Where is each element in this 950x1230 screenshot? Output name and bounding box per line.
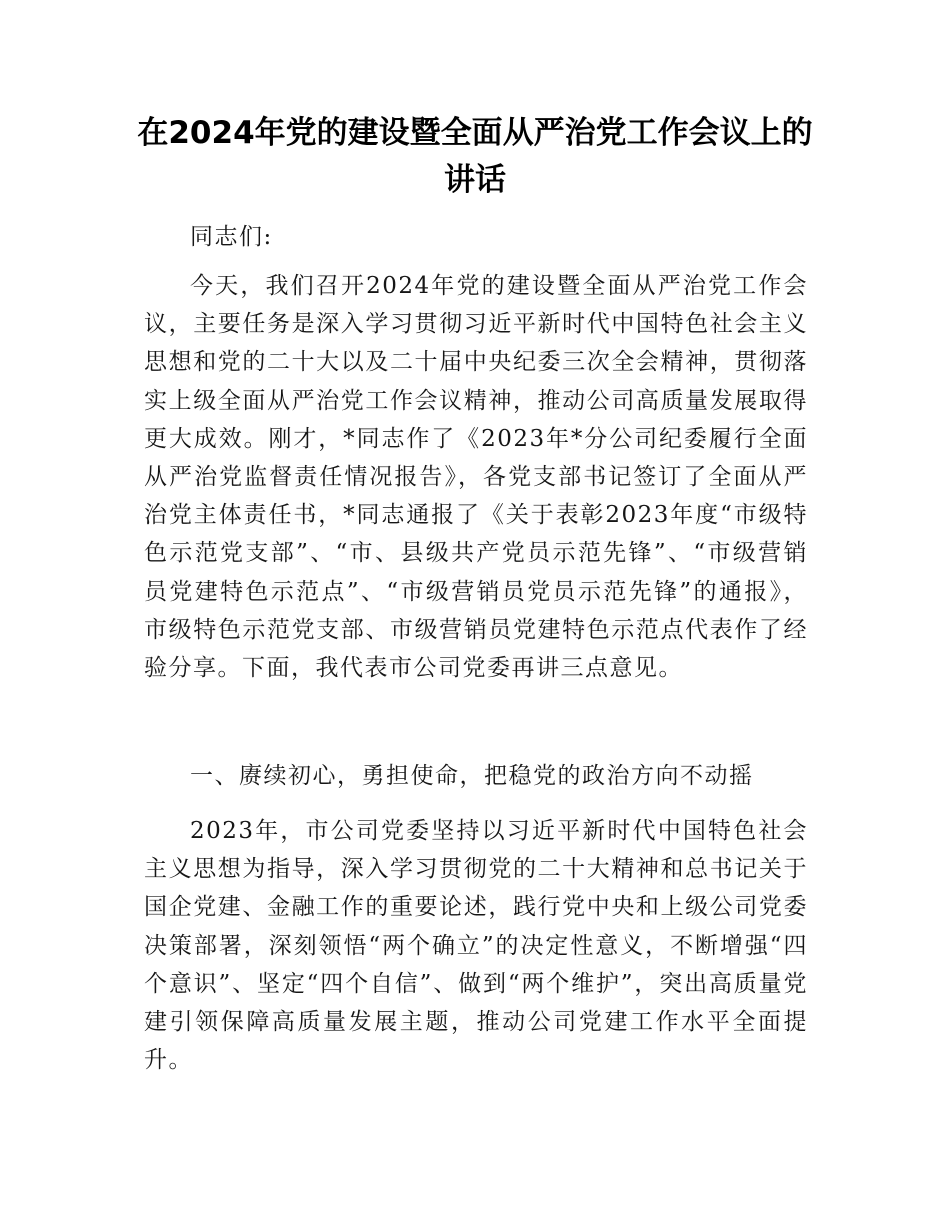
document-title: 在2024年党的建设暨全面从严治党工作会议上的讲话 [137,115,813,198]
section-heading-1: 一、赓续初心，勇担使命，把稳党的政治方向不动摇 [190,763,754,789]
greeting-line: 同志们: [190,224,273,250]
section-1-paragraph: 2023年，市公司党委坚持以习近平新时代中国特色社会主义思想为指导，深入学习贯彻党的二十大精神和总书记关于国企党建、金融工作的重要论述，践行党中央和上级公司党委决策部署，深刻领悟“两个确立”的决定性意义，不断增强“四个意识”、坚定“四个自信”、做到“两个维护”，突出高质量党建引领保障高质量发展主题，推动公司党建工作水平全面提升。 [144,818,808,1074]
intro-paragraph: 今天，我们召开2024年党的建设暨全面从严治党工作会议，主要任务是深入学习贯彻习近平新时代中国特色社会主义思想和党的二十大以及二十届中央纪委三次全会精神，贯彻落实上级全面从严治党工作会议精神，推动公司高质量发展取得更大成效。刚才，*同志作了《2023年*分公司纪委履行全面从严治党监督责任情况报告》，各党支部书记签订了全面从严治党主体责任书，*同志通报了《关于表彰2023年度“市级特色示范党支部”、“市、县级共产党员示范先锋”、“市级营销员党建特色示范点”、“市级营销员党员示范先锋”的通报》，市级特色示范党支部、市级营销员党建特色示范点代表作了经验分享。下面，我代表市公司党委再讲三点意见。 [144,273,808,682]
